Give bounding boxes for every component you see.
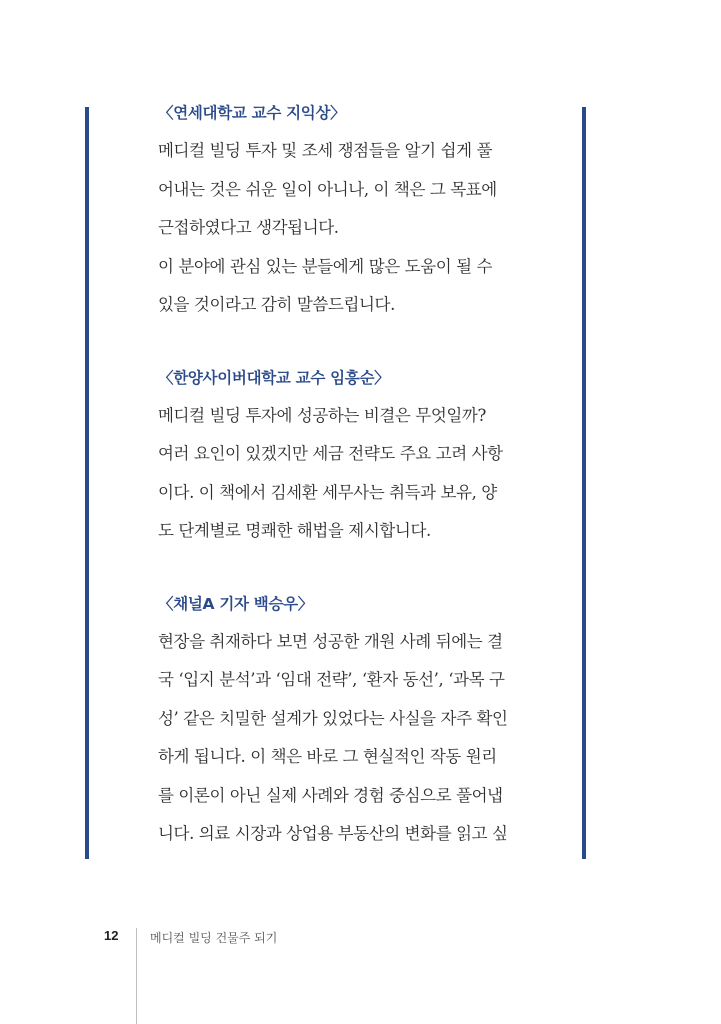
endorsement-line: 어내는 것은 쉬운 일이 아니나, 이 책은 그 목표에 [158, 179, 497, 199]
endorsement-line: 근접하였다고 생각됩니다. [158, 218, 339, 237]
endorsement-heading: 〈연세대학교 교수 지익상〉 [158, 104, 346, 122]
endorsement-line: 국 ‘입지 분석’과 ‘임대 전략’, ‘환자 동선’, ‘과목 구 [158, 670, 505, 689]
endorsement-heading: 〈한양사이버대학교 교수 임흥순〉 [158, 368, 390, 387]
footer-divider [136, 928, 137, 1024]
endorsement-heading: 〈채널A 기자 백승우〉 [158, 594, 314, 613]
endorsement-line: 를 이론이 아닌 실제 사례와 경험 중심으로 풀어냅 [158, 785, 503, 805]
endorsement-section [158, 363, 528, 551]
endorsement-section [158, 589, 528, 854]
right-accent-rule [582, 107, 586, 859]
page-number: 12 [104, 928, 119, 943]
endorsement-line: 이다. 이 책에서 김세환 세무사는 취득과 보유, 양 [158, 482, 497, 502]
running-title: 메디컬 빌딩 건물주 되기 [150, 931, 278, 945]
endorsement-line: 도 단계별로 명쾌한 해법을 제시합니다. [158, 521, 431, 540]
left-accent-rule [85, 107, 89, 859]
endorsement-line: 메디컬 빌딩 투자 및 조세 쟁점들을 알기 쉽게 풀 [158, 141, 493, 160]
endorsement-line: 성’ 같은 치밀한 설계가 있었다는 사실을 자주 확인 [158, 708, 508, 728]
endorsement-line: 현장을 취재하다 보면 성공한 개원 사례 뒤에는 결 [158, 631, 503, 651]
endorsements [158, 98, 528, 892]
endorsement-line: 하게 됩니다. 이 책은 바로 그 현실적인 작동 원리 [158, 747, 497, 766]
endorsement-line: 니다. 의료 시장과 상업용 부동산의 변화를 읽고 싶 [158, 824, 508, 843]
endorsement-section [158, 98, 528, 325]
endorsement-line: 있을 것이라고 감히 말씀드립니다. [158, 295, 395, 314]
endorsement-line: 메디컬 빌딩 투자에 성공하는 비결은 무엇일까? [158, 405, 486, 425]
endorsement-line: 이 분야에 관심 있는 분들에게 많은 도움이 될 수 [158, 256, 493, 276]
endorsement-line: 여러 요인이 있겠지만 세금 전략도 주요 고려 사항 [158, 444, 503, 463]
